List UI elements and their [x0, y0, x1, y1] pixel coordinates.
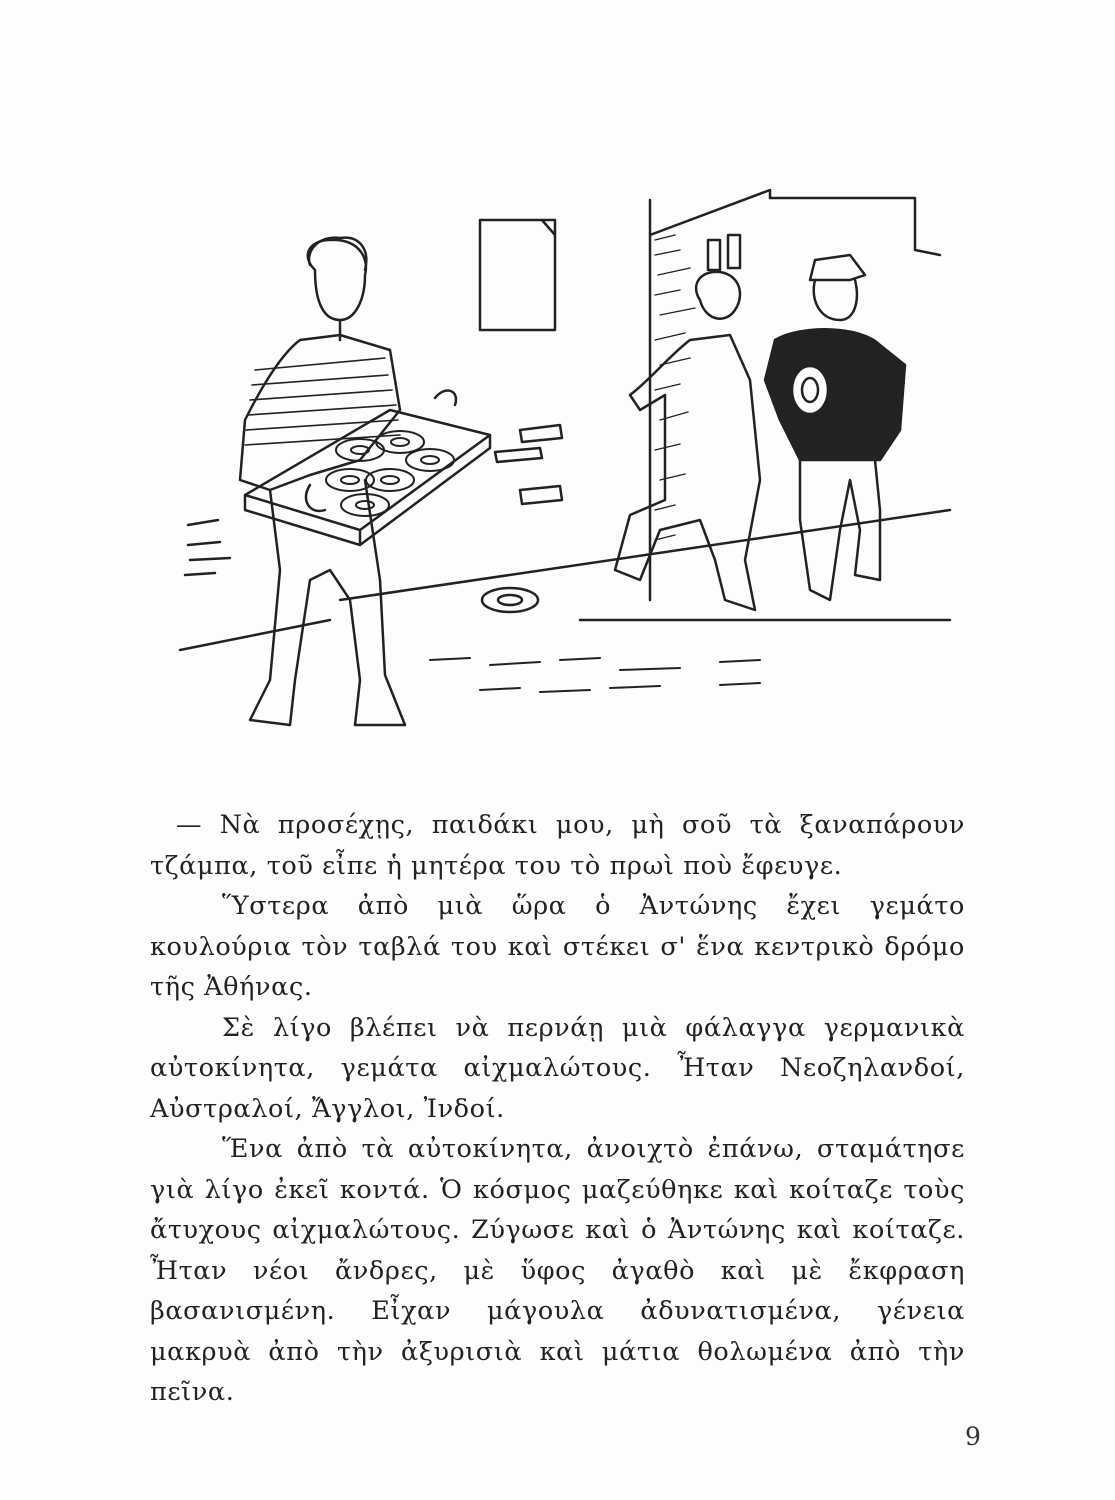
story-text — [150, 805, 965, 1413]
building-windows — [708, 235, 740, 270]
dropped-koulouri — [482, 588, 538, 612]
street-scene-illustration — [160, 180, 960, 740]
vendor-boy — [240, 238, 490, 725]
page-number: 9 — [965, 1422, 981, 1451]
paragraph-4: Ἕνα ἀπὸ τὰ αὐτοκίνητα, ἀνοιχτὸ ἐπάνω, σταμάτησε γιὰ λίγο ἐκεῖ κοντά. Ὁ κόσμος μαζεύθηκε καὶ κοίταζε τοὺς ἄτυχους αἰχμαλώτους. Ζύγωσε καὶ ὁ Ἀντώνης καὶ κοίταζε. Ἦταν νέοι ἄνδρες, μὲ ὕφος ἀγαθὸ καὶ μὲ ἔκφραση βασανισμένη. Εἶχαν μάγουλα ἀδυνατισμένα, γένεια μακρυὰ ἀπὸ τὴν ἀξυρισιὰ καὶ μάτια θολωμένα ἀπὸ τὴν πεῖνα. — [150, 1134, 965, 1407]
wall-poster — [480, 220, 555, 330]
street-curb — [180, 510, 950, 650]
street-dashes — [430, 658, 760, 692]
wall-shading — [655, 235, 695, 540]
paragraph-1: — Νὰ προσέχῃς, παιδάκι μου, μὴ σοῦ τὰ ξαναπάρουν τζάμπα, τοῦ εἶπε ἡ μητέρα του τὸ πρωὶ ποὺ ἔφευγε. — [150, 810, 965, 881]
soldier — [765, 255, 905, 600]
running-boy — [615, 272, 760, 610]
paragraph-2: Ὕστερα ἀπὸ μιὰ ὥρα ὁ Ἀντώνης ἔχει γεμάτο κουλούρια τὸν ταβλά του καὶ στέκει σ' ἕνα κεντρικὸ δρόμο τῆς Ἀθήνας. — [150, 891, 965, 1002]
paragraph-3: Σὲ λίγο βλέπει νὰ περνάῃ μιὰ φάλαγγα γερμανικὰ αὐτοκίνητα, γεμάτα αἰχμαλώτους. Ἦταν Νεοζηλανδοί, Αὐστραλοί, Ἄγγλοι, Ἰνδοί. — [150, 1012, 965, 1124]
